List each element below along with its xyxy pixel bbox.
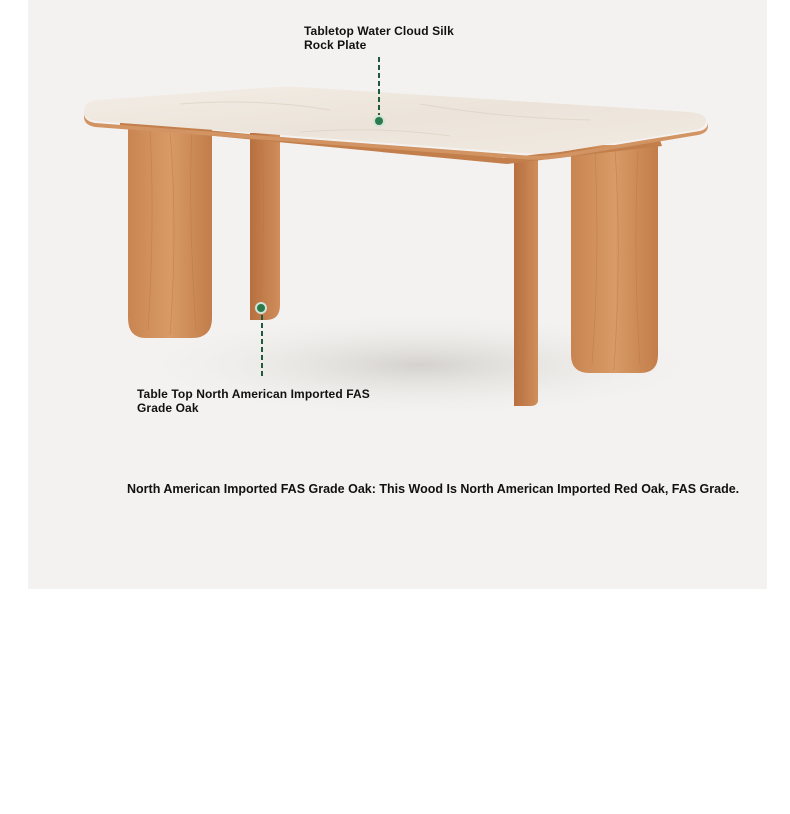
front-right-leg: [514, 160, 538, 406]
material-caption: North American Imported FAS Grade Oak: This Wood Is North American Imported Red Oak, FAS Grade.: [127, 482, 740, 496]
front-left-leg: [128, 123, 212, 338]
legs-callout-label: Table Top North American Imported FAS Grade Oak: [137, 387, 370, 415]
back-right-leg: [571, 145, 658, 373]
tabletop-callout-label: Tabletop Water Cloud Silk Rock Plate: [304, 24, 454, 52]
back-left-leg: [250, 133, 280, 320]
